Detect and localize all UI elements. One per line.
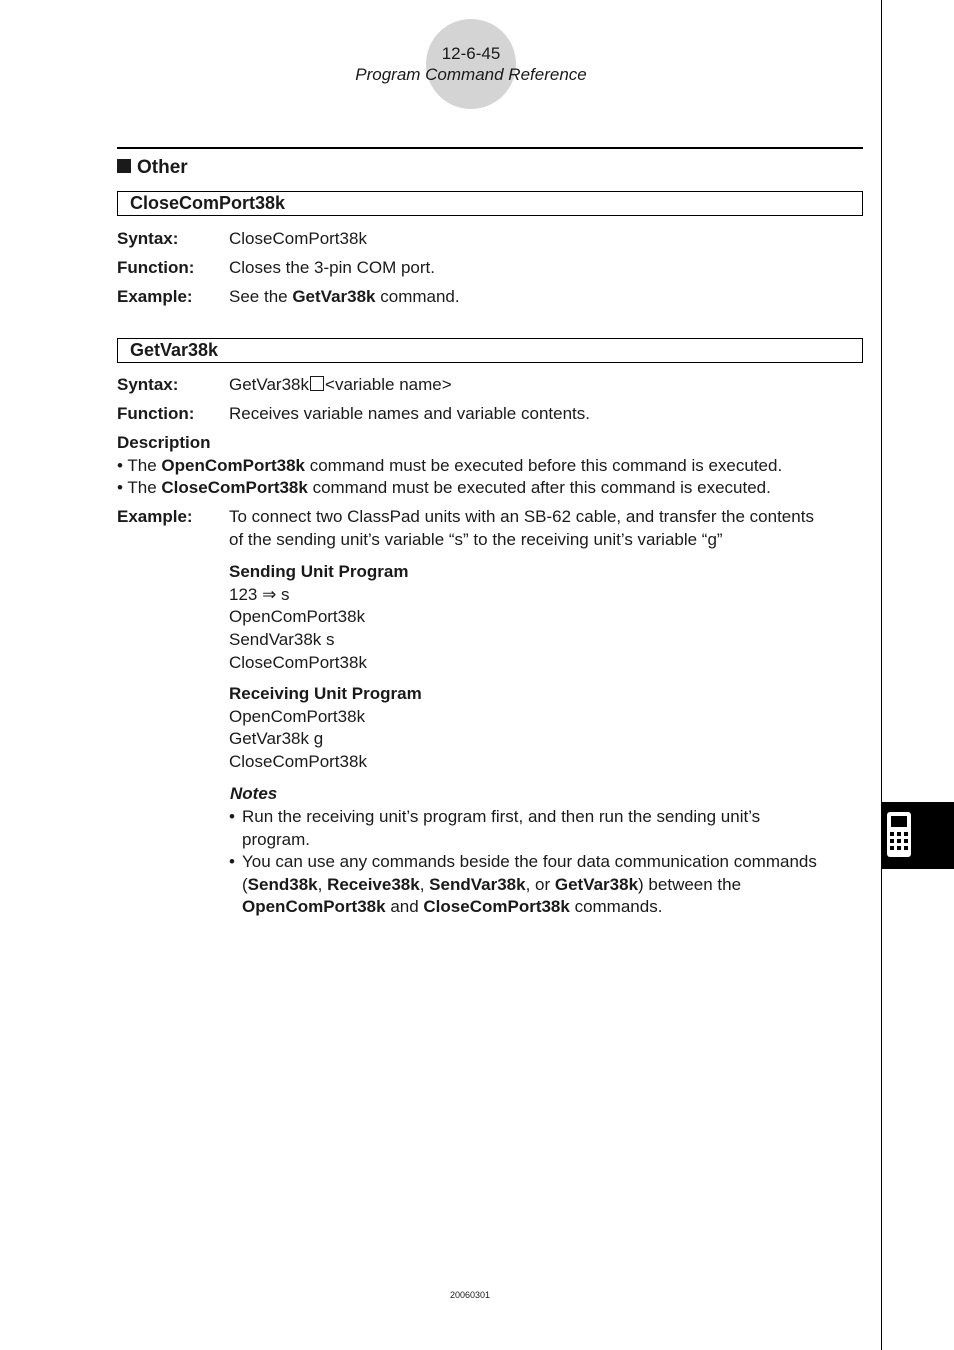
command-box-closecomport: CloseComPort38k: [117, 191, 863, 216]
space-symbol-icon: [310, 376, 324, 391]
syntax-text: GetVar38k <variable name>: [229, 375, 452, 394]
function-text: Closes the 3-pin COM port.: [229, 258, 435, 277]
section-heading: Other: [117, 157, 188, 179]
description-label: Description: [117, 433, 211, 452]
code-line: GetVar38k g: [229, 729, 324, 749]
code-line: CloseComPort38k: [229, 652, 367, 672]
syntax-label: Syntax:: [117, 229, 179, 248]
code-line: SendVar38k s: [229, 630, 335, 650]
function-text: Receives variable names and variable contents.: [229, 404, 590, 423]
command-box-getvar: GetVar38k: [117, 338, 863, 363]
page-number-circle: [426, 19, 516, 109]
notes-heading: Notes: [230, 784, 278, 803]
code-line: 123 ⇒ s: [229, 584, 290, 604]
section-rule: [117, 147, 863, 149]
page-number: 12-6-45: [441, 44, 501, 63]
description-bullet: • The CloseComPort38k command must be executed after this command is executed.: [117, 478, 771, 497]
syntax-label: Syntax:: [117, 375, 179, 394]
example-label: Example:: [117, 507, 193, 526]
receiving-program-title: Receiving Unit Program: [229, 684, 422, 703]
square-bullet-icon: [117, 159, 131, 173]
right-margin-rule: [881, 0, 882, 1350]
example-text: See the GetVar38k command.: [229, 287, 460, 306]
example-label: Example:: [117, 287, 193, 306]
function-label: Function:: [117, 258, 195, 277]
sending-program: [229, 561, 408, 675]
example-text: To connect two ClassPad units with an SB-62 cable, and transfer the contents of the sending unit’s variable “s” to the receiving unit’s variable “g”: [229, 507, 814, 549]
receiving-program: [229, 683, 422, 774]
chapter-title: Program Command Reference: [355, 65, 587, 84]
function-label: Function:: [117, 404, 195, 423]
note-item: • You can use any commands beside the four data communication commands (Send38k, Receive38k, SendVar38k, or GetVar38k) between the OpenComPort38k and CloseComPort38k commands.: [229, 852, 817, 916]
footer-code: 20060301: [449, 1290, 491, 1300]
chapter-tab: [882, 802, 954, 869]
syntax-text: CloseComPort38k: [229, 229, 367, 248]
code-line: CloseComPort38k: [229, 752, 367, 772]
description-bullet: • The OpenComPort38k command must be executed before this command is executed.: [117, 456, 783, 475]
code-line: OpenComPort38k: [229, 706, 366, 726]
calculator-icon: [886, 811, 912, 858]
code-line: OpenComPort38k: [229, 607, 366, 627]
note-item: • Run the receiving unit’s program first, and then run the sending unit’s program.: [229, 807, 761, 849]
sending-program-title: Sending Unit Program: [229, 562, 409, 581]
